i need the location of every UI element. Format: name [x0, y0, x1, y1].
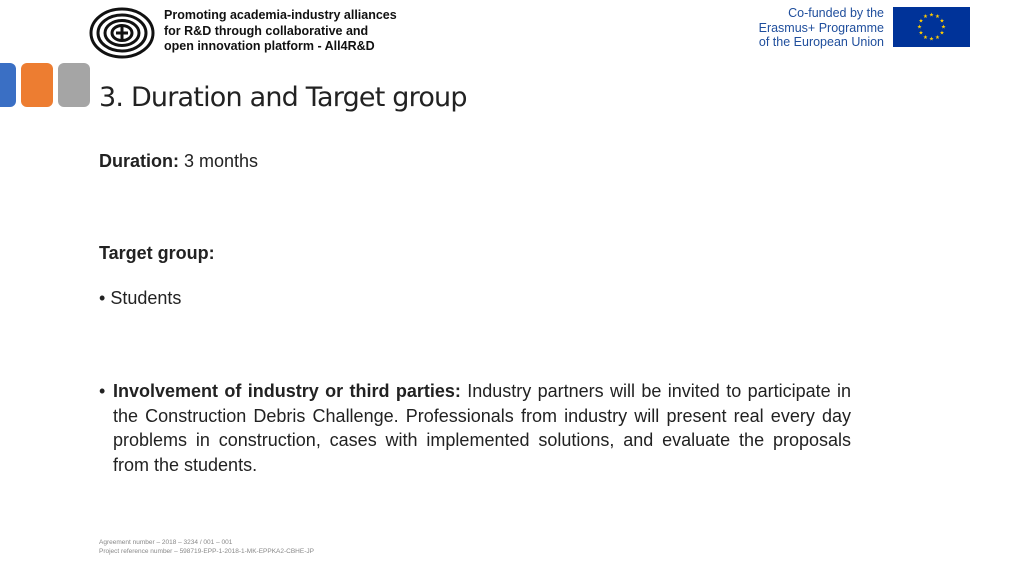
cofunded-line: Co-funded by the	[788, 6, 884, 20]
svg-text:★: ★	[923, 35, 928, 41]
svg-text:★: ★	[917, 24, 922, 31]
svg-text:★: ★	[939, 18, 945, 25]
bullet-text: Students	[110, 288, 182, 308]
project-reference: Project reference number – 598719-EPP-1-2018-1-MK-EPPKA2-CBHE-JP	[99, 548, 314, 555]
orange-tile	[21, 63, 53, 107]
svg-text:★: ★	[935, 14, 940, 20]
project-title-line: Promoting academia-industry alliances	[164, 8, 397, 22]
eu-flag-icon	[893, 7, 970, 47]
gray-tile	[58, 63, 90, 107]
agreement-number: Agreement number – 2018 – 3234 / 001 – 001	[99, 539, 233, 546]
svg-text:★: ★	[918, 30, 924, 37]
bullet-text: Industry partners will be invited to participate in the Construction Debris Challenge. Professionals from industry will present real every day problems in construction, cases with implemented solutions, and evaluate the proposals from the students.	[113, 381, 851, 475]
cofunded-line: Erasmus+ Programme	[758, 20, 884, 35]
footer	[99, 538, 314, 556]
blue-tile	[0, 63, 16, 107]
duration-value: 3 months	[179, 151, 259, 171]
duration-line	[99, 151, 258, 172]
list-item	[99, 288, 181, 309]
svg-text:★: ★	[941, 24, 946, 31]
svg-text:★: ★	[923, 14, 928, 20]
project-title-line: for R&D through collaborative and	[164, 23, 369, 38]
svg-text:★: ★	[939, 30, 945, 37]
bullet-mark: •	[99, 288, 106, 308]
list-item	[99, 379, 851, 477]
all4rd-logo-icon	[88, 6, 156, 60]
target-group-label: Target group:	[99, 243, 215, 263]
svg-text:★: ★	[929, 36, 934, 43]
bullet-mark: •	[99, 381, 106, 401]
duration-label: Duration:	[99, 151, 179, 171]
bullet-paragraph	[113, 379, 851, 477]
project-title-line: open innovation platform - All4R&D	[164, 39, 375, 53]
svg-text:★: ★	[929, 12, 934, 19]
cofunded-line: of the European Union	[758, 35, 884, 49]
svg-text:★: ★	[918, 18, 924, 25]
slide-title: 3. Duration and Target group	[99, 82, 467, 113]
svg-text:★: ★	[935, 35, 940, 41]
project-title	[164, 8, 397, 55]
bullet-bold-lead: Involvement of industry or third parties:	[113, 381, 461, 401]
cofunded-text	[759, 6, 884, 50]
